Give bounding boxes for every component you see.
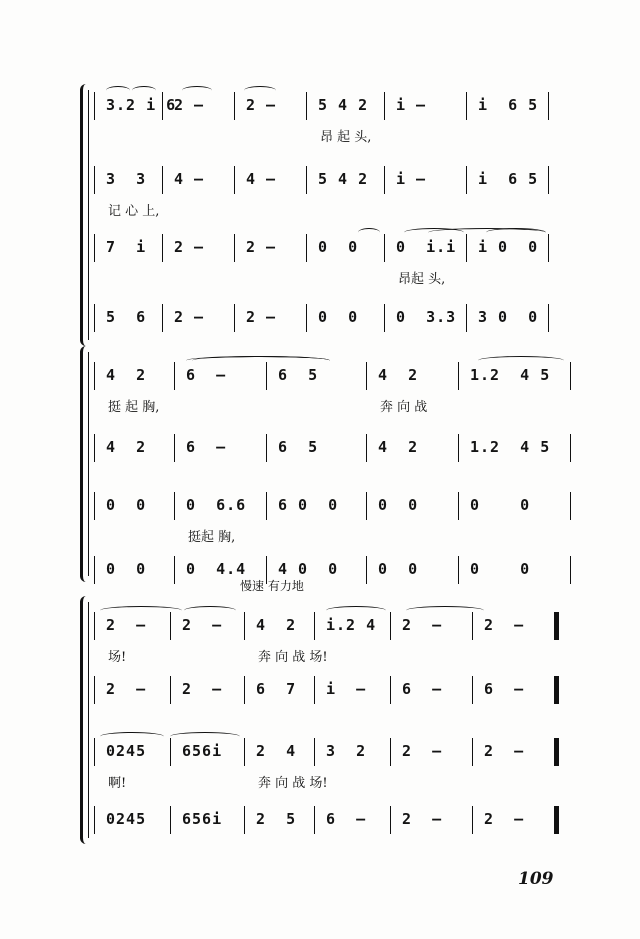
staff [94, 676, 570, 732]
barline [384, 234, 385, 262]
measure-notes: 2 — [246, 238, 277, 256]
measure-notes: 2 — [174, 238, 205, 256]
barline [170, 806, 171, 834]
barline [234, 166, 235, 194]
barline [472, 676, 473, 704]
brace-outer [80, 596, 92, 844]
barline [366, 362, 367, 390]
barline [306, 234, 307, 262]
staff [94, 166, 570, 222]
staff [94, 806, 570, 862]
measure-notes: 3 2 [326, 742, 367, 760]
slur-arc [132, 86, 156, 95]
measure-notes: 2 — [174, 308, 205, 326]
barline [548, 166, 549, 194]
measure-notes: 0 0 [106, 496, 147, 514]
staff-notes [94, 362, 570, 390]
slur-arc [478, 356, 564, 365]
measure-notes: 2 — [484, 616, 525, 634]
barline [94, 806, 95, 834]
lyric-line: 啊! [108, 776, 127, 791]
lyric-line: 场! [108, 650, 127, 665]
slur-arc [184, 606, 236, 615]
measure-notes: 656i [182, 742, 223, 760]
measure-notes: 2 — [246, 96, 277, 114]
barline [472, 612, 473, 640]
measure-notes: 2 4 [256, 742, 297, 760]
barline [266, 362, 267, 390]
staff [94, 362, 570, 418]
barline [548, 304, 549, 332]
page-number: 109 [518, 869, 554, 889]
staff-notes [94, 738, 570, 766]
staff [94, 612, 570, 668]
measure-notes: 3 0 0 [478, 308, 539, 326]
slur-arc [486, 228, 546, 237]
barline [174, 556, 175, 584]
barline [94, 304, 95, 332]
measure-notes: 1.2 4 5 [470, 366, 551, 384]
measure-notes: 6 7 [256, 680, 297, 698]
measure-notes: 5 6 [106, 308, 147, 326]
staff [94, 492, 570, 548]
barline [458, 362, 459, 390]
barline [94, 556, 95, 584]
measure-notes: i 0 0 [478, 238, 539, 256]
measure-notes: 3 3 [106, 170, 147, 188]
slur-arc [100, 606, 182, 615]
barline [244, 738, 245, 766]
barline [458, 556, 459, 584]
final-barline [554, 612, 559, 640]
measure-notes: 2 — [484, 810, 525, 828]
measure-notes: 6 — [484, 680, 525, 698]
measure-notes: i 6 5 [478, 96, 539, 114]
staff-notes [94, 612, 570, 640]
measure-notes: 0245 [106, 742, 147, 760]
barline [314, 806, 315, 834]
staff-notes [94, 806, 570, 834]
barline [94, 234, 95, 262]
barline [162, 234, 163, 262]
staff-notes [94, 234, 570, 262]
barline [94, 612, 95, 640]
measure-notes: 0245 [106, 810, 147, 828]
brace-inner [88, 90, 89, 340]
measure-notes: 2 — [174, 96, 205, 114]
tempo-marking: 慢速 有力地 [240, 579, 304, 593]
barline [234, 234, 235, 262]
measure-notes: 4 — [246, 170, 277, 188]
staff-notes [94, 166, 570, 194]
barline [390, 806, 391, 834]
measure-notes: 656i [182, 810, 223, 828]
barline [174, 434, 175, 462]
staff-notes [94, 492, 570, 520]
measure-notes: 0 6.6 [186, 496, 247, 514]
barline [94, 492, 95, 520]
barline [390, 676, 391, 704]
barline [234, 92, 235, 120]
barline [384, 166, 385, 194]
barline [472, 806, 473, 834]
measure-notes: 0 0 [378, 496, 419, 514]
measure-notes: 5 4 2 [318, 170, 369, 188]
slur-arc [182, 86, 212, 95]
slur-arc [106, 86, 130, 95]
lyric-line: 挺 起 胸, [108, 400, 160, 415]
measure-notes: 3.2 i 6 [106, 96, 177, 114]
slur-arc [100, 732, 164, 741]
measure-notes: 5 4 2 [318, 96, 369, 114]
measure-notes: 6 5 [278, 366, 319, 384]
barline [174, 492, 175, 520]
lyric-line: 奔 向 战 [380, 400, 428, 415]
barline [366, 492, 367, 520]
staff-notes [94, 92, 570, 120]
barline [390, 612, 391, 640]
measure-notes: 2 — [246, 308, 277, 326]
barline [390, 738, 391, 766]
score-system [80, 346, 570, 582]
barline [162, 166, 163, 194]
measure-notes: 0 3.3 [396, 308, 457, 326]
brace-outer [80, 84, 92, 346]
barline [266, 492, 267, 520]
barline [466, 92, 467, 120]
measure-notes: 2 — [484, 742, 525, 760]
lyric-line: 昂 起 头, [320, 130, 372, 145]
score-system [80, 84, 570, 346]
staff [94, 738, 570, 794]
measure-notes: 2 — [182, 680, 223, 698]
slur-arc [192, 356, 330, 365]
measure-notes: 0 0 [318, 238, 359, 256]
measure-notes: 0 0 [470, 560, 531, 578]
barline [162, 304, 163, 332]
barline [466, 304, 467, 332]
barline [170, 676, 171, 704]
staff [94, 92, 570, 148]
staff-notes [94, 676, 570, 704]
barline [548, 92, 549, 120]
staff-notes [94, 556, 570, 584]
score-system [80, 579, 570, 844]
barline [94, 166, 95, 194]
measure-notes: i — [326, 680, 367, 698]
slur-arc [358, 228, 380, 237]
measure-notes: i 6 5 [478, 170, 539, 188]
barline [170, 738, 171, 766]
barline [570, 492, 571, 520]
barline [384, 92, 385, 120]
measure-notes: i — [396, 96, 427, 114]
lyric-line: 奔 向 战 场! [258, 650, 328, 665]
slur-arc [170, 732, 240, 741]
measure-notes: 2 — [106, 680, 147, 698]
measure-notes: i — [396, 170, 427, 188]
barline [306, 304, 307, 332]
brace-outer [80, 346, 92, 582]
measure-notes: 2 — [402, 616, 443, 634]
staff [94, 234, 570, 290]
measure-notes: 4 2 [106, 366, 147, 384]
staff [94, 434, 570, 490]
measure-notes: 4 2 [106, 438, 147, 456]
measure-notes: 6 — [186, 438, 227, 456]
barline [570, 556, 571, 584]
barline [306, 166, 307, 194]
barline [174, 362, 175, 390]
barline [366, 434, 367, 462]
measure-notes: i.2 4 [326, 616, 377, 634]
measure-notes: 0 i.i [396, 238, 457, 256]
lyric-line: 挺起 胸, [188, 530, 236, 545]
measure-notes: 0 0 [470, 496, 531, 514]
measure-notes: 1.2 4 5 [470, 438, 551, 456]
barline [384, 304, 385, 332]
barline [94, 676, 95, 704]
barline [234, 304, 235, 332]
slur-arc [406, 606, 484, 615]
measure-notes: 2 — [402, 810, 443, 828]
measure-notes: 6 — [402, 680, 443, 698]
measure-notes: 6 0 0 [278, 496, 339, 514]
barline [266, 434, 267, 462]
measure-notes: 2 — [106, 616, 147, 634]
measure-notes: 4 2 [378, 366, 419, 384]
barline [466, 166, 467, 194]
barline [244, 612, 245, 640]
barline [314, 676, 315, 704]
final-barline [554, 738, 559, 766]
measure-notes: 0 0 [318, 308, 359, 326]
barline [94, 434, 95, 462]
measure-notes: 4 2 [378, 438, 419, 456]
lyric-line: 奔 向 战 场! [258, 776, 328, 791]
measure-notes: 7 i [106, 238, 147, 256]
barline [314, 738, 315, 766]
measure-notes: 0 4.4 [186, 560, 247, 578]
staff-notes [94, 434, 570, 462]
barline [306, 92, 307, 120]
barline [244, 806, 245, 834]
measure-notes: 4 0 0 [278, 560, 339, 578]
measure-notes: 6 — [326, 810, 367, 828]
barline [548, 234, 549, 262]
barline [458, 492, 459, 520]
slur-arc [244, 86, 276, 95]
measure-notes: 6 — [186, 366, 227, 384]
barline [170, 612, 171, 640]
brace-inner [88, 602, 89, 838]
measure-notes: 0 0 [106, 560, 147, 578]
measure-notes: 0 0 [378, 560, 419, 578]
staff-notes [94, 304, 570, 332]
barline [314, 612, 315, 640]
barline [94, 362, 95, 390]
slur-arc [326, 606, 386, 615]
final-barline [554, 676, 559, 704]
barline [570, 434, 571, 462]
measure-notes: 4 — [174, 170, 205, 188]
measure-notes: 2 5 [256, 810, 297, 828]
measure-notes: 2 — [182, 616, 223, 634]
barline [94, 738, 95, 766]
barline [466, 234, 467, 262]
lyric-line: 昂起 头, [398, 272, 446, 287]
barline [570, 362, 571, 390]
measure-notes: 6 5 [278, 438, 319, 456]
barline [94, 92, 95, 120]
measure-notes: 4 2 [256, 616, 297, 634]
barline [458, 434, 459, 462]
barline [472, 738, 473, 766]
barline [366, 556, 367, 584]
brace-inner [88, 352, 89, 576]
lyric-line: 记 心 上, [108, 204, 160, 219]
measure-notes: 2 — [402, 742, 443, 760]
barline [244, 676, 245, 704]
final-barline [554, 806, 559, 834]
